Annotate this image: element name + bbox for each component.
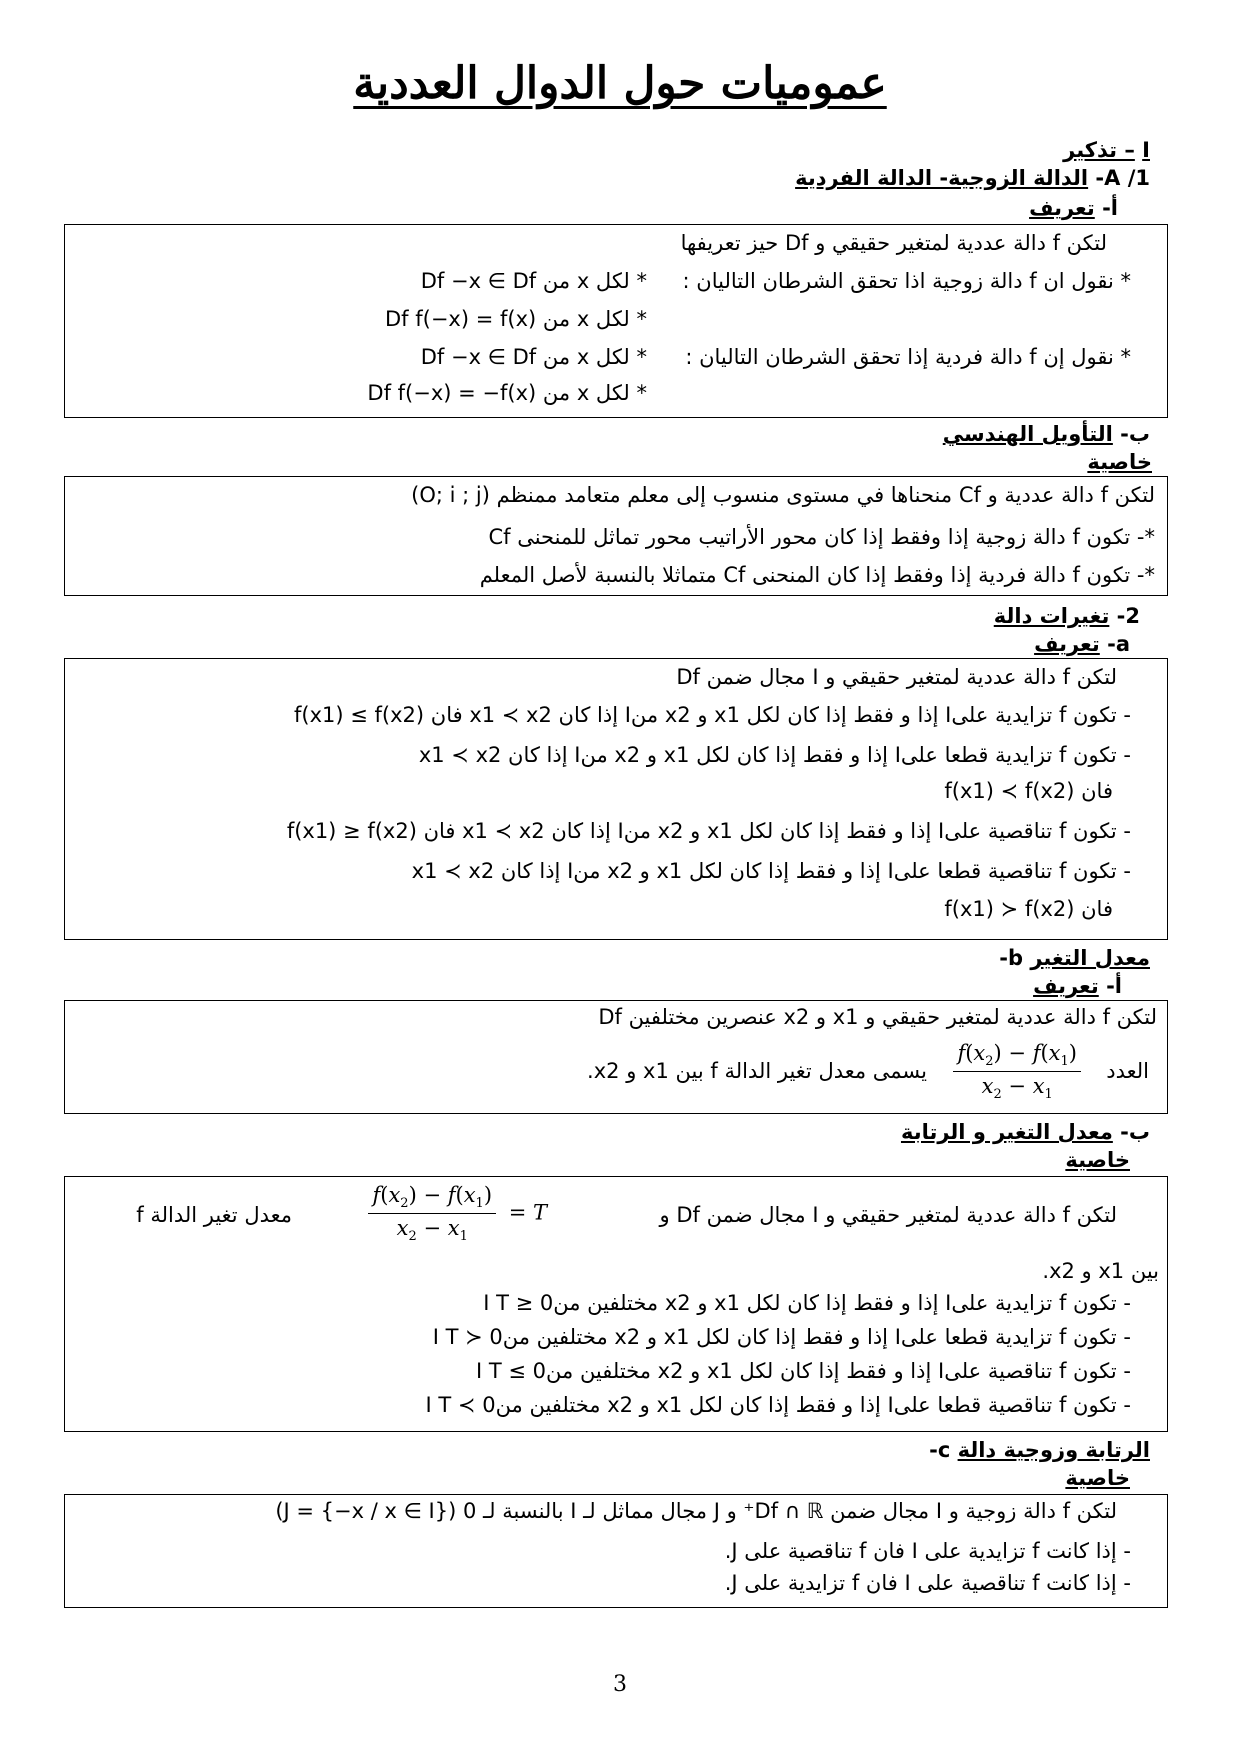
property-heading-rate: خاصية [1065, 1148, 1130, 1172]
box-line: - تكون f تناقصية قطعا علىI إذا و فقط إذا كان لكل x1 و x2 منI إذا كان x1 ≺ x2 [411, 859, 1131, 883]
definition-heading-2a: a- تعريف [1034, 632, 1130, 656]
page-title: عموميات حول الدوال العددية [353, 58, 887, 109]
box-line: - إذا كانت f تزايدية على I فان f تناقصية على J. [724, 1539, 1131, 1563]
definition-heading-a: أ- تعريف [1029, 196, 1118, 220]
box-line: * لكل x من Df −x ∈ Df [420, 345, 647, 369]
geometric-interpretation-heading: ب- التأويل الهندسي [942, 422, 1150, 446]
box-line: * نقول ان f دالة زوجية اذا تحقق الشرطان التاليان : [682, 269, 1131, 293]
box-line: - تكون f تناقصية قطعا علىI إذا و فقط إذا كان لكل x1 و x2 مختلفين منI T ≺ 0 [425, 1393, 1131, 1417]
box-line: - تكون f تزايدية علىI إذا و فقط إذا كان لكل x1 و x2 منI إذا كان x1 ≺ x2 فان f(x1) ≤ f(x2) [294, 703, 1131, 727]
section-reminder-heading: I – تذكير [1063, 138, 1150, 162]
box-line: بين x1 و x2. [1042, 1259, 1159, 1283]
box-line: لتكن f دالة عددية و Cf منحناها في مستوى منسوب إلى معلم متعامد ممنظم (O; i ; j) [411, 483, 1155, 507]
box-line: فان f(x1) ≺ f(x2) [944, 779, 1113, 803]
property-box-geometric [64, 476, 1168, 596]
box-line: * لكل x من Df f(−x) = f(x) [385, 307, 647, 331]
property-heading-parity: خاصية [1065, 1466, 1130, 1490]
box-line: - إذا كانت f تناقصية على I فان f تزايدية على J. [724, 1571, 1131, 1595]
box-line: * لكل x من Df −x ∈ Df [420, 269, 647, 293]
section-even-odd-heading: A /1- الدالة الزوجية- الدالة الفردية [795, 166, 1150, 190]
box-line: معدل تغير الدالة f [136, 1203, 292, 1227]
box-line: لتكن f دالة عددية لمتغير حقيقي و x1 و x2 عنصرين مختلفين Df [598, 1005, 1157, 1029]
box-line: - تكون f تزايدية قطعا علىI إذا و فقط إذا كان لكل x1 و x2 مختلفين منI T ≻ 0 [432, 1325, 1131, 1349]
rate-monotonicity-heading: ب- معدل التغير و الرتابة [900, 1120, 1150, 1144]
page-number: 3 [613, 1672, 627, 1697]
definition-heading-b: أ- تعريف [1033, 974, 1122, 998]
rate-of-change-heading: معدل التغير b- [999, 946, 1150, 970]
rate-formula: T = $\frac{f(x_2) - f(x_1)}{x_2 - x_1}$ [362, 1183, 547, 1244]
box-line: فان f(x1) ≻ f(x2) [944, 897, 1113, 921]
box-line: العدد [1106, 1059, 1149, 1083]
box-line: يسمى معدل تغير الدالة f بين x1 و x2. [587, 1059, 927, 1083]
box-line: - تكون f تناقصية علىI إذا و فقط إذا كان لكل x1 و x2 مختلفين منI T ≤ 0 [476, 1359, 1131, 1383]
box-line: - تكون f تناقصية علىI إذا و فقط إذا كان لكل x1 و x2 منI إذا كان x1 ≺ x2 فان f(x1) ≥ f(x2) [286, 819, 1131, 843]
variations-heading: 2- تغيرات دالة [993, 604, 1140, 628]
rate-fraction: $\frac{f(x_2) - f(x_1)}{x_2 - x_1}$ [947, 1041, 1087, 1102]
definition-box-monotonicity [64, 658, 1168, 940]
monotonicity-parity-heading: الرتابة وزوجية دالة c- [929, 1438, 1150, 1462]
property-heading: خاصية [1087, 450, 1152, 474]
box-line: *- تكون f دالة فردية إذا وفقط إذا كان المنحنى Cf متماثلا بالنسبة لأصل المعلم [479, 563, 1155, 587]
box-line: *- تكون f دالة زوجية إذا وفقط إذا كان محور الأراتيب محور تماثل للمنحنى Cf [488, 525, 1155, 549]
box-line: لتكن f دالة عددية لمتغير حقيقي و Df حيز تعريفها [680, 231, 1107, 255]
box-line: - تكون f تزايدية قطعا علىI إذا و فقط إذا كان لكل x1 و x2 منI إذا كان x1 ≺ x2 [418, 743, 1131, 767]
property-box-parity [64, 1494, 1168, 1608]
box-line: * نقول إن f دالة فردية إذا تحقق الشرطان التاليان : [685, 345, 1131, 369]
box-line: لتكن f دالة زوجية و I مجال ضمن Df ∩ ℝ⁺ و J مجال مماثل لـ I بالنسبة لـ 0 (J = {−x / x ∈ I}) [275, 1499, 1117, 1523]
box-line: - تكون f تزايدية علىI إذا و فقط إذا كان لكل x1 و x2 مختلفين منI T ≥ 0 [483, 1291, 1131, 1315]
definition-box-rate [64, 1000, 1168, 1114]
box-line: * لكل x من Df f(−x) = −f(x) [367, 381, 647, 405]
box-line: لتكن f دالة عددية لمتغير حقيقي و I مجال ضمن Df [676, 665, 1117, 689]
definition-box-even-odd [64, 224, 1168, 418]
property-box-rate [64, 1176, 1168, 1432]
box-line: لتكن f دالة عددية لمتغير حقيقي و I مجال ضمن Df و [659, 1203, 1117, 1227]
